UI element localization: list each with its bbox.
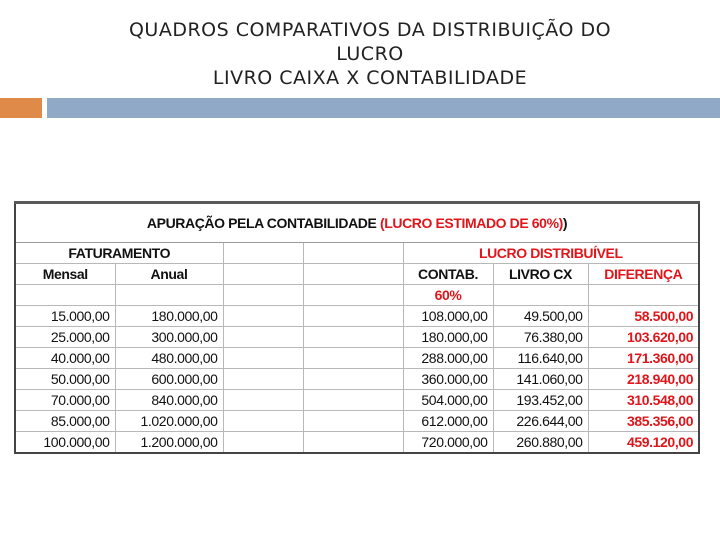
- cell-livro-cx: 49.500,00: [493, 306, 588, 327]
- cell-mensal: 50.000,00: [15, 369, 115, 390]
- cell-diferenca: 385.356,00: [588, 411, 699, 432]
- empty-cell: [303, 306, 403, 327]
- cell-livro-cx: 76.380,00: [493, 327, 588, 348]
- cell-mensal: 70.000,00: [15, 390, 115, 411]
- empty-cell: [588, 285, 699, 306]
- empty-cell: [303, 264, 403, 285]
- cell-contab: 360.000,00: [403, 369, 493, 390]
- table-row: [15, 327, 699, 348]
- empty-cell: [223, 369, 303, 390]
- accent-bar-orange: [0, 98, 42, 118]
- empty-cell: [223, 327, 303, 348]
- empty-cell: [223, 264, 303, 285]
- table-row: [15, 390, 699, 411]
- table-title-highlight: (LUCRO ESTIMADO DE 60%): [379, 215, 563, 231]
- cell-contab: 108.000,00: [403, 306, 493, 327]
- table-row: [15, 369, 699, 390]
- cell-livro-cx: 193.452,00: [493, 390, 588, 411]
- empty-cell: [303, 390, 403, 411]
- cell-anual: 300.000,00: [115, 327, 223, 348]
- column-header-row: [15, 264, 699, 285]
- slide-title-line-3: LIVRO CAIXA X CONTABILIDADE: [212, 67, 528, 89]
- empty-cell: [303, 411, 403, 432]
- cell-diferenca: 103.620,00: [588, 327, 699, 348]
- empty-cell: [303, 348, 403, 369]
- table-title-main: APURAÇÃO PELA CONTABILIDADE: [146, 215, 380, 231]
- empty-cell: [493, 285, 588, 306]
- empty-cell: [15, 285, 115, 306]
- cell-mensal: 40.000,00: [15, 348, 115, 369]
- cell-livro-cx: 141.060,00: [493, 369, 588, 390]
- comparison-table: [14, 201, 700, 454]
- empty-cell: [115, 285, 223, 306]
- cell-anual: 840.000,00: [115, 390, 223, 411]
- empty-cell: [303, 243, 403, 264]
- percentage-row: [15, 285, 699, 306]
- table-title: [15, 203, 699, 243]
- table-row: [15, 348, 699, 369]
- cell-contab: 612.000,00: [403, 411, 493, 432]
- empty-cell: [223, 306, 303, 327]
- cell-contab: 504.000,00: [403, 390, 493, 411]
- cell-diferenca: 171.360,00: [588, 348, 699, 369]
- cell-anual: 480.000,00: [115, 348, 223, 369]
- col-header-livro-cx: LIVRO CX: [493, 264, 588, 285]
- group-header-row: [15, 243, 699, 264]
- cell-contab: 180.000,00: [403, 327, 493, 348]
- empty-cell: [303, 327, 403, 348]
- cell-mensal: 85.000,00: [15, 411, 115, 432]
- cell-mensal: 15.000,00: [15, 306, 115, 327]
- contab-percentage: 60%: [403, 285, 493, 306]
- cell-anual: 600.000,00: [115, 369, 223, 390]
- group-lucro-distribuivel: LUCRO DISTRIBUÍVEL: [403, 243, 699, 264]
- empty-cell: [303, 285, 403, 306]
- cell-diferenca: 58.500,00: [588, 306, 699, 327]
- empty-cell: [303, 432, 403, 454]
- cell-livro-cx: 226.644,00: [493, 411, 588, 432]
- cell-mensal: 100.000,00: [15, 432, 115, 454]
- table-title-row: [15, 203, 699, 243]
- slide-title-line-1: QUADROS COMPARATIVOS DA DISTRIBUIÇÃO DO: [128, 19, 612, 41]
- empty-cell: [223, 285, 303, 306]
- cell-anual: 180.000,00: [115, 306, 223, 327]
- table-title-close: ): [562, 215, 568, 231]
- cell-livro-cx: 260.880,00: [493, 432, 588, 454]
- col-header-mensal: Mensal: [15, 264, 115, 285]
- cell-anual: 1.020.000,00: [115, 411, 223, 432]
- empty-cell: [303, 369, 403, 390]
- group-faturamento: FATURAMENTO: [15, 243, 223, 264]
- cell-diferenca: 459.120,00: [588, 432, 699, 454]
- table-body: [15, 203, 699, 454]
- empty-cell: [223, 432, 303, 454]
- empty-cell: [223, 243, 303, 264]
- empty-cell: [223, 390, 303, 411]
- cell-contab: 288.000,00: [403, 348, 493, 369]
- col-header-contab: CONTAB.: [403, 264, 493, 285]
- slide-title: [40, 18, 700, 90]
- empty-cell: [223, 411, 303, 432]
- col-header-diferenca: DIFERENÇA: [588, 264, 699, 285]
- cell-anual: 1.200.000,00: [115, 432, 223, 454]
- col-header-anual: Anual: [115, 264, 223, 285]
- cell-contab: 720.000,00: [403, 432, 493, 454]
- table-row: [15, 306, 699, 327]
- slide-title-line-2: LUCRO: [336, 43, 404, 65]
- cell-livro-cx: 116.640,00: [493, 348, 588, 369]
- cell-diferenca: 218.940,00: [588, 369, 699, 390]
- table-row: [15, 411, 699, 432]
- accent-bar-blue: [47, 98, 720, 118]
- empty-cell: [223, 348, 303, 369]
- cell-mensal: 25.000,00: [15, 327, 115, 348]
- table-row: [15, 432, 699, 454]
- cell-diferenca: 310.548,00: [588, 390, 699, 411]
